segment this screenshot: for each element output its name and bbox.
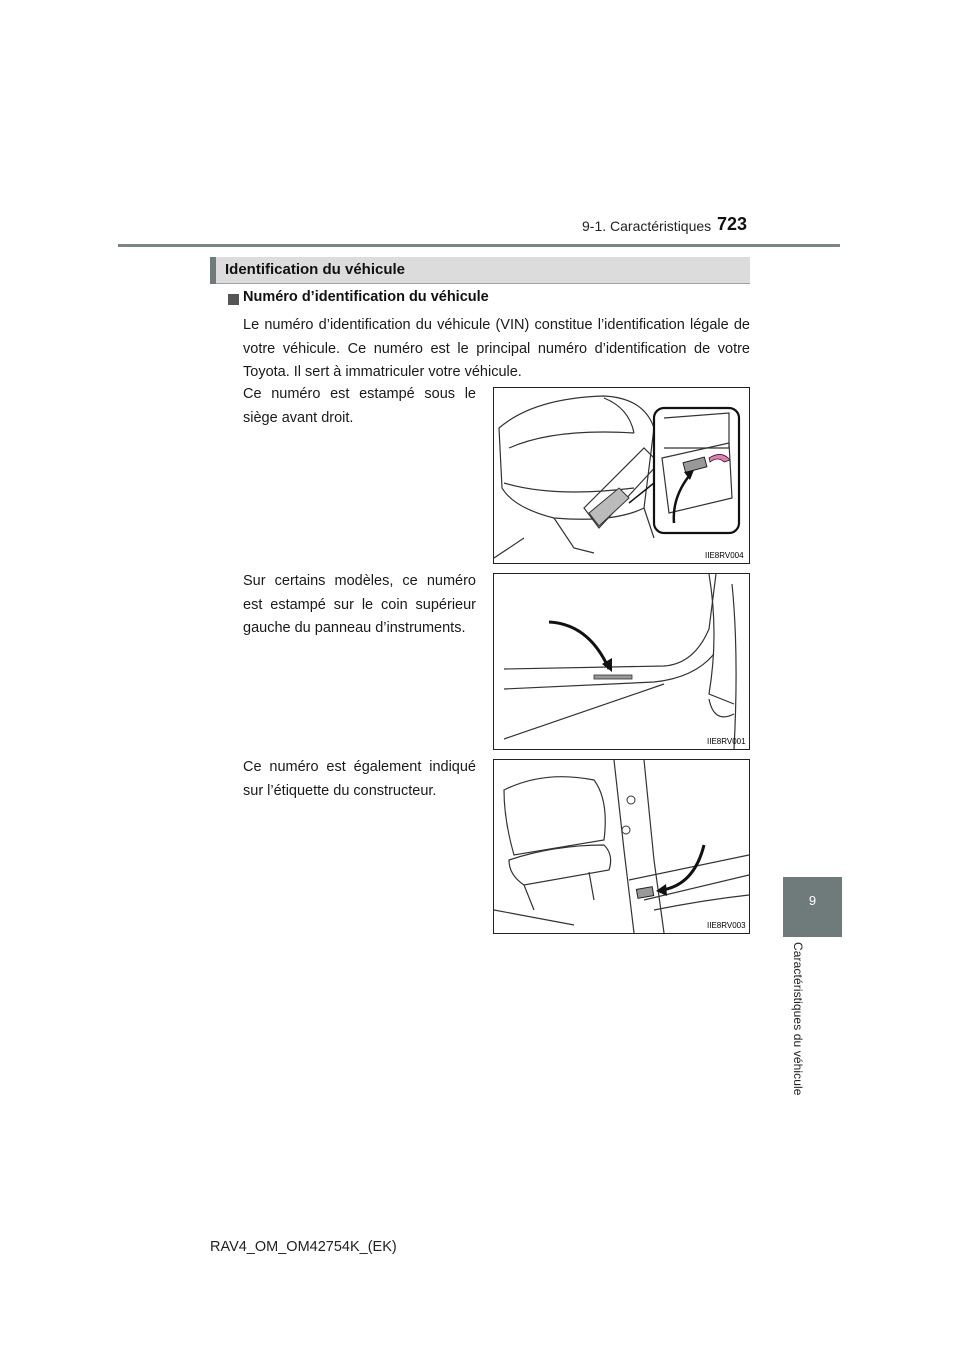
header-section-title: 9-1. Caractéristiques bbox=[582, 218, 712, 234]
chapter-tab-number: 9 bbox=[808, 893, 817, 908]
header-divider bbox=[118, 244, 840, 247]
intro-paragraph: Le numéro d’identification du véhicule (VIN) constitue l’identification légale de votre véhicule. Ce numéro est le principal numéro d’identification de votre Toyota. Il sert à immatriculer votre véhicule. bbox=[243, 317, 750, 380]
figure-dashboard-vin bbox=[493, 573, 750, 750]
figure-1-text: Ce numéro est estampé sous le siège avant droit. bbox=[243, 386, 476, 426]
subsection-title: Numéro d’identification du véhicule bbox=[243, 289, 489, 305]
figure-seat-vin bbox=[493, 387, 750, 564]
dashboard-illustration bbox=[494, 574, 749, 749]
figure-2-code: IIE8RV001 bbox=[707, 737, 746, 746]
document-code: RAV4_OM_OM42754K_(EK) bbox=[210, 1239, 397, 1255]
section-heading-accent bbox=[210, 257, 216, 284]
page-number: 723 bbox=[717, 214, 748, 234]
section-title: Identification du véhicule bbox=[225, 261, 406, 278]
chapter-tab-label: Caractéristiques du véhicule bbox=[791, 942, 805, 1096]
door-pillar-illustration bbox=[494, 760, 749, 933]
figure-label-vin bbox=[493, 759, 750, 934]
figure-2-text: Sur certains modèles, ce numéro est estampé sur le coin supérieur gauche du panneau d’instruments. bbox=[243, 573, 476, 636]
seat-illustration bbox=[494, 388, 749, 563]
figure-3-text: Ce numéro est également indiqué sur l’étiquette du constructeur. bbox=[243, 759, 476, 799]
figure-3-code: IIE8RV003 bbox=[707, 921, 746, 930]
square-bullet-icon bbox=[228, 294, 239, 305]
figure-1-code: IIE8RV004 bbox=[705, 551, 744, 560]
